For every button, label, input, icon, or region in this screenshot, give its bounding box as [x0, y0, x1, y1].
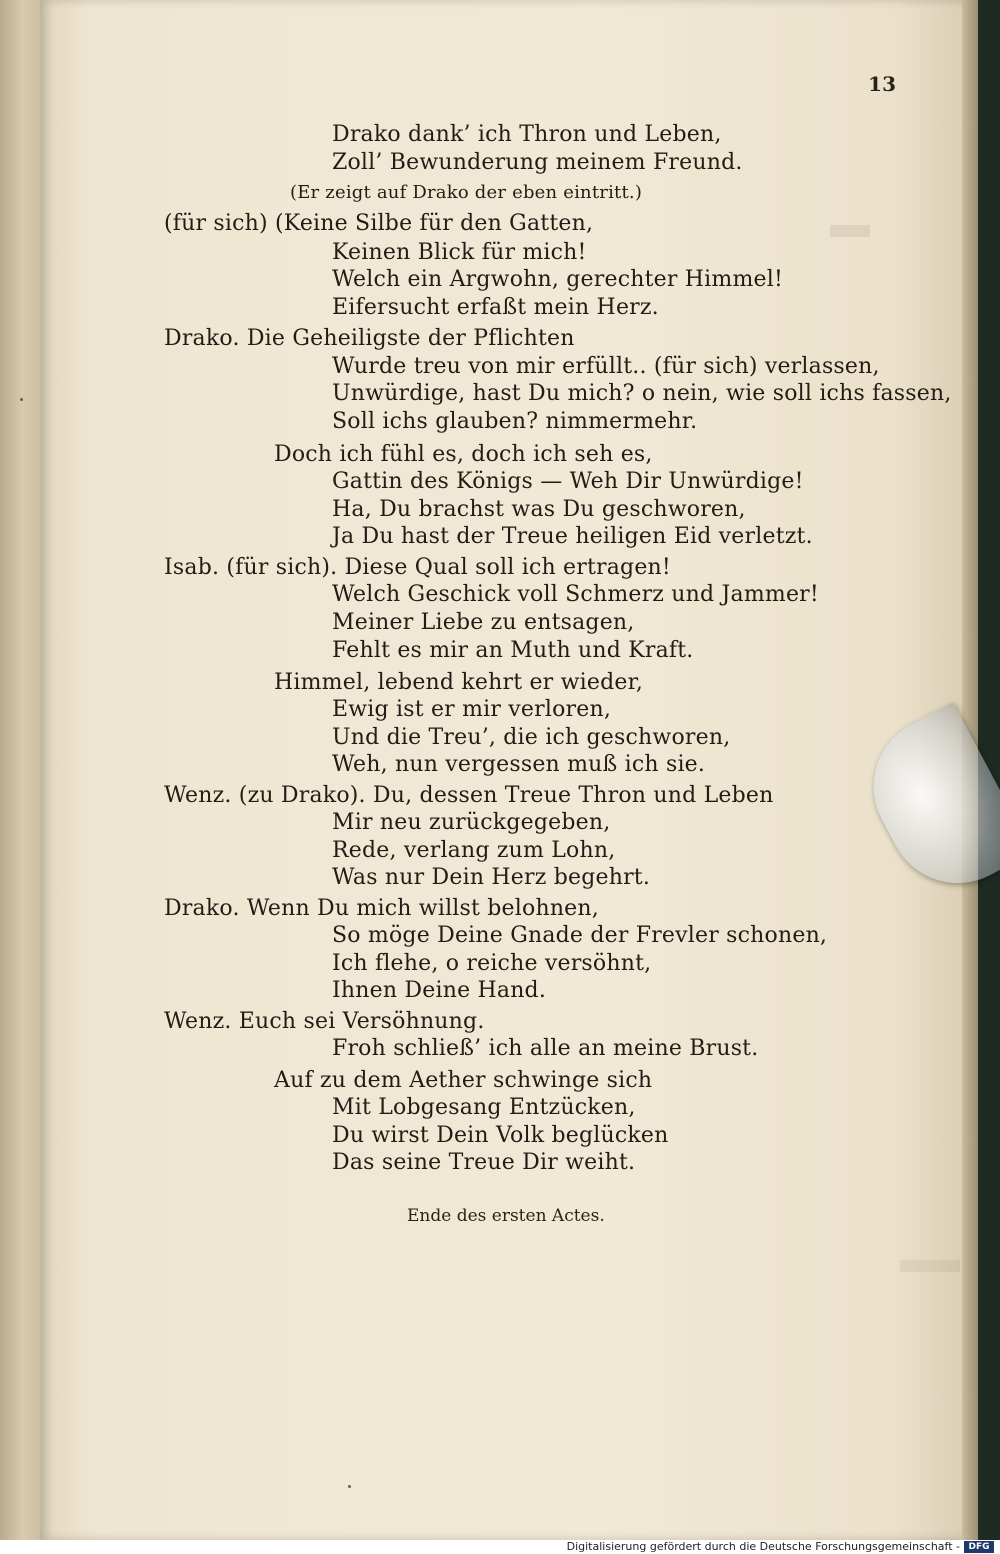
text-line: Ja Du hast der Treue heiligen Eid verletzt.	[332, 524, 813, 549]
speaker-line: Wenz. (zu Drako). Du, dessen Treue Thron und Leben	[164, 783, 774, 808]
text-line: Soll ichs glauben? nimmermehr.	[332, 409, 698, 434]
speaker-line: Drako. Wenn Du mich willst belohnen,	[164, 896, 599, 921]
text-line: Wurde treu von mir erfüllt.. (für sich) verlassen,	[332, 354, 880, 379]
speaker-line: Drako. Die Geheiligste der Pflichten	[164, 326, 575, 351]
text-line: Mit Lobgesang Entzücken,	[332, 1095, 636, 1120]
text-line: Das seine Treue Dir weiht.	[332, 1150, 636, 1175]
page-speck	[348, 1485, 351, 1488]
text-line: Drako dank’ ich Thron und Leben,	[332, 122, 722, 147]
text-line: Gattin des Königs — Weh Dir Unwürdige!	[332, 469, 804, 494]
stage-direction: (Er zeigt auf Drako der eben eintritt.)	[290, 182, 643, 203]
text-line: Ihnen Deine Hand.	[332, 978, 547, 1003]
text-line: Doch ich fühl es, doch ich seh es,	[274, 442, 653, 467]
text-line: Rede, verlang zum Lohn,	[332, 838, 616, 863]
text-line: Mir neu zurückgegeben,	[332, 810, 611, 835]
text-line: Welch Geschick voll Schmerz und Jammer!	[332, 582, 819, 607]
left-page-edge	[0, 0, 42, 1540]
speaker-line: Isab. (für sich). Diese Qual soll ich ertragen!	[164, 555, 671, 580]
text-line: So möge Deine Gnade der Frevler schonen,	[332, 923, 828, 948]
text-line: Und die Treu’, die ich geschworen,	[332, 725, 731, 750]
page-number: 13	[868, 72, 896, 96]
text-line: Ewig ist er mir verloren,	[332, 697, 612, 722]
text-line: Ha, Du brachst was Du geschworen,	[332, 497, 746, 522]
text-line: Fehlt es mir an Muth und Kraft.	[332, 638, 694, 663]
text-line: Auf zu dem Aether schwinge sich	[274, 1068, 653, 1093]
text-line: Was nur Dein Herz begehrt.	[332, 865, 651, 890]
bleed-through-mark	[830, 225, 870, 237]
dfg-logo[interactable]: DFG	[964, 1541, 994, 1553]
text-line: Keinen Blick für mich!	[332, 240, 587, 265]
speaker-line: Wenz. Euch sei Versöhnung.	[164, 1009, 485, 1034]
text-line: Meiner Liebe zu entsagen,	[332, 610, 635, 635]
text-line: Weh, nun vergessen muß ich sie.	[332, 752, 706, 777]
text-line: Himmel, lebend kehrt er wieder,	[274, 670, 644, 695]
text-line: Welch ein Argwohn, gerechter Himmel!	[332, 267, 784, 292]
bleed-through-mark	[900, 1260, 960, 1272]
text-line: Froh schließ’ ich alle an meine Brust.	[332, 1036, 759, 1061]
text-line: (für sich) (Keine Silbe für den Gatten,	[164, 211, 594, 236]
page-speck	[20, 398, 23, 401]
text-line: Du wirst Dein Volk beglücken	[332, 1123, 669, 1148]
text-line: Zoll’ Bewunderung meinem Freund.	[332, 150, 743, 175]
text-line: Unwürdige, hast Du mich? o nein, wie soll ichs fassen,	[332, 381, 952, 406]
text-line: Ich flehe, o reiche versöhnt,	[332, 951, 652, 976]
footer-text: Digitalisierung gefördert durch die Deutsche Forschungsgemeinschaft -	[566, 1540, 960, 1553]
act-end-line: Ende des ersten Actes.	[407, 1206, 605, 1226]
footer-bar	[0, 1540, 1000, 1554]
text-line: Eifersucht erfaßt mein Herz.	[332, 295, 659, 320]
